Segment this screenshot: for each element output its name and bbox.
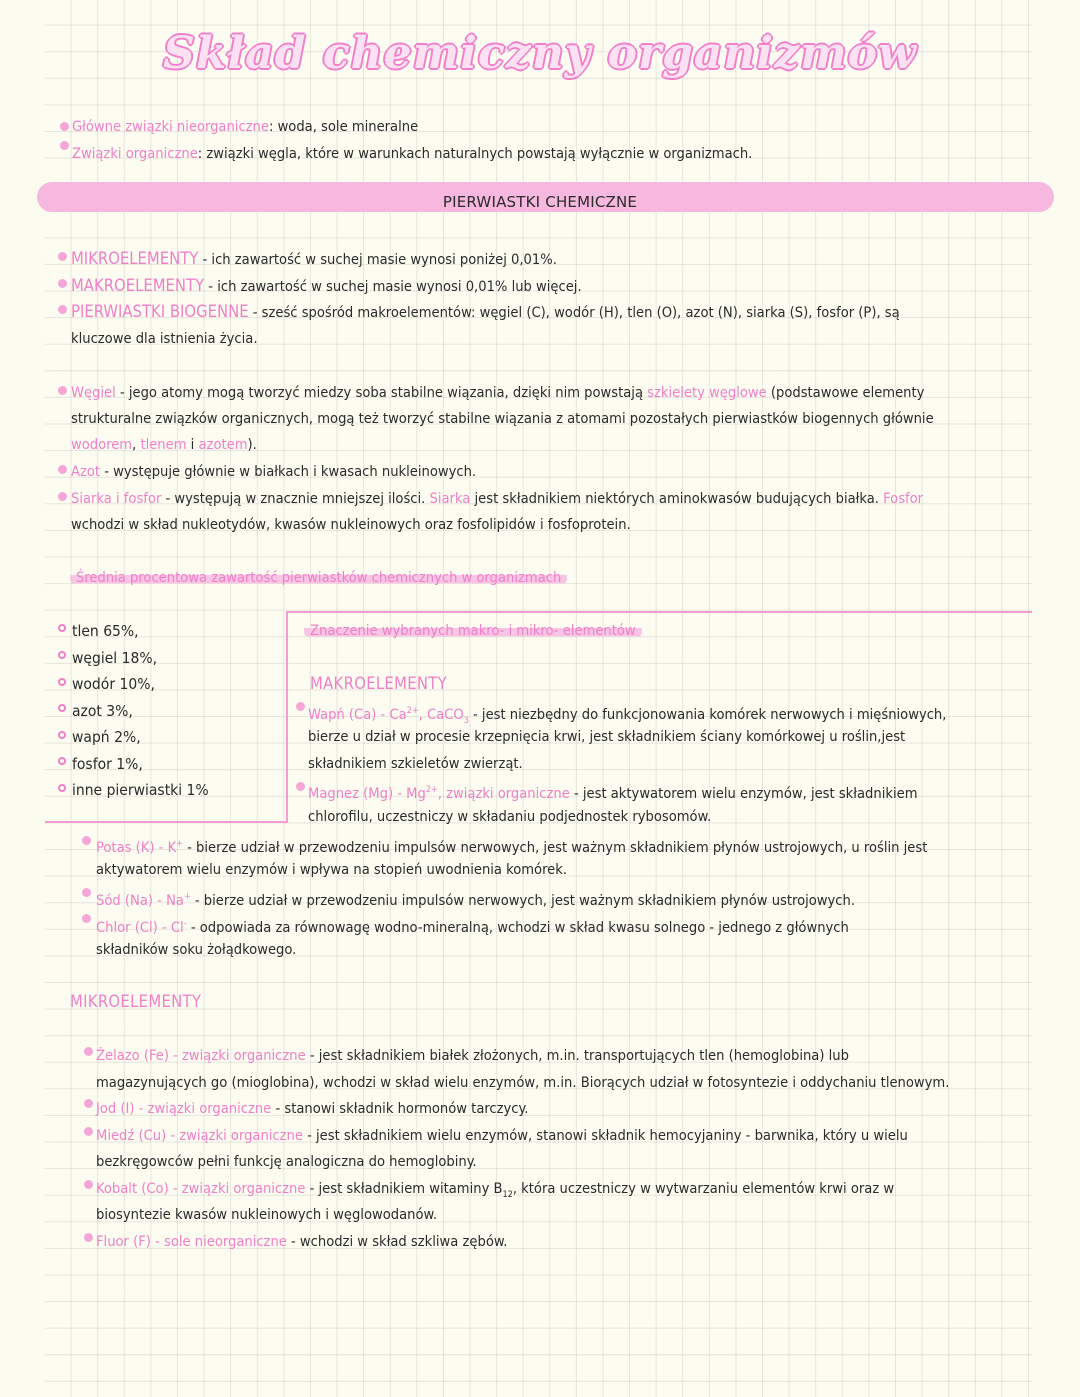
- sodium-line: [96, 884, 855, 914]
- sulfur-text: - występują w znacznie mniejszej ilości.: [161, 490, 430, 507]
- avg-heading: [70, 565, 567, 592]
- iodine-line: [96, 1096, 528, 1123]
- intro-line-1: [72, 114, 418, 141]
- carbon-term: Węgiel: [71, 384, 116, 401]
- carbon-highlight: szkielety węglowe: [647, 384, 767, 401]
- percent-item: wodór 10%,: [72, 675, 155, 693]
- bullet-dot: [84, 1233, 93, 1242]
- sodium-text: - bierze udział w przewodzeniu impulsów nerwowych, jest ważnym składnikiem płynów ustrojowych.: [190, 891, 856, 909]
- importance-heading-text: Znaczenie wybranych makro- i mikro- elementów: [304, 622, 642, 639]
- iron-term: Żelazo (Fe) - związki organiczne: [96, 1047, 306, 1064]
- potassium-text: - bierze udział w przewodzeniu impulsów nerwowych, jest ważnym składnikiem płynów ustrojowych, u roślin jest: [182, 838, 928, 856]
- chlorine-line-2: składników soku żołądkowego.: [96, 941, 297, 958]
- bullet-dot: [60, 141, 69, 150]
- carbon-line-3: [71, 432, 257, 459]
- potassium-ion: K: [167, 838, 177, 856]
- sodium-ion: Na: [166, 891, 184, 909]
- percent-item: inne pierwiastki 1%: [72, 781, 209, 799]
- sulfur-highlight: Siarka: [429, 490, 471, 507]
- bullet-dot: [84, 1099, 93, 1108]
- intro-text-2: : związki węgla, które w warunkach naturalnych powstają wyłącznie w organizmach.: [197, 145, 753, 162]
- ring-bullet: [58, 651, 66, 659]
- bullet-dot: [84, 1180, 93, 1189]
- sodium-ion-charge: +: [183, 892, 191, 902]
- sulfur-line-2: wchodzi w skład nukleotydów, kwasów nukleinowych oraz fosfolipidów i fosfoprotein.: [71, 516, 631, 533]
- macro-heading: MAKROELEMENTY: [310, 674, 448, 693]
- intro-term-2: Związki organiczne: [72, 145, 198, 162]
- definition-biogenic-cont: kluczowe dla istnienia życia.: [71, 330, 258, 347]
- bullet-dot: [82, 836, 91, 845]
- calcium-ion-charge: 2+: [406, 706, 419, 716]
- potassium-term: Potas (K) -: [96, 838, 168, 856]
- carbon-text: (podstawowe elementy: [766, 384, 925, 401]
- percent-item: tlen 65%,: [72, 622, 139, 640]
- bullet-dot: [58, 305, 67, 314]
- iodine-text: - stanowi składnik hormonów tarczycy.: [271, 1100, 529, 1117]
- magnesium-ion-charge: 2+: [425, 785, 438, 795]
- nitrogen-term: Azot: [71, 463, 101, 480]
- intro-text-1: : woda, sole mineralne: [268, 118, 419, 135]
- calcium-ion: Ca: [389, 705, 407, 723]
- percent-item: wapń 2%,: [72, 728, 141, 746]
- copper-line-1: [96, 1123, 908, 1150]
- percent-item: fosfor 1%,: [72, 755, 143, 773]
- banner-title: PIERWIASTKI CHEMICZNE: [442, 193, 638, 211]
- cobalt-vitamin-sub: 12: [502, 1189, 513, 1200]
- bullet-dot: [296, 702, 305, 711]
- ring-bullet: [58, 624, 66, 632]
- magnesium-line-2: chlorofilu, uczestniczy w składaniu podjednostek rybosomów.: [308, 808, 712, 825]
- sodium-term: Sód (Na) -: [96, 891, 167, 909]
- avg-heading-text: Średnia procentowa zawartość pierwiastków chemicznych w organizmach: [70, 569, 567, 586]
- sulfur-line-1: [71, 486, 923, 513]
- bullet-dot: [82, 888, 91, 897]
- box-bottom-line: [45, 821, 288, 823]
- copper-line-2: bezkręgowców pełni funkcję analogiczna do hemoglobiny.: [96, 1153, 477, 1170]
- carbon-text: - jego atomy mogą tworzyć miedzy soba stabilne wiązania, dzięki nim powstają: [115, 384, 648, 401]
- bullet-dot: [58, 252, 67, 261]
- fluorine-term: Fluor (F) - sole nieorganiczne: [96, 1233, 287, 1250]
- magnesium-ion: Mg: [406, 784, 426, 802]
- sulfur-text: jest składnikiem niektórych aminokwasów budujących białka.: [470, 490, 884, 507]
- bullet-dot: [296, 782, 305, 791]
- bullet-dot: [84, 1127, 93, 1136]
- bullet-dot: [60, 122, 69, 131]
- sulfur-term: Siarka i fosfor: [71, 490, 162, 507]
- iron-line-1: [96, 1043, 849, 1070]
- box-top-line: [286, 611, 1032, 613]
- bullet-dot: [58, 386, 67, 395]
- calcium-carbonate: , CaCO: [418, 705, 464, 723]
- iron-line-2: magazynujących go (mioglobina), wchodzi w skład wielu enzymów, m.in. Biorących udział w fotosyntezie i oddychaniu tlenowym.: [96, 1074, 950, 1091]
- fluorine-line: [96, 1229, 507, 1256]
- bullet-dot: [58, 465, 67, 474]
- micro-heading: MIKROELEMENTY: [70, 992, 202, 1011]
- chlorine-ion-charge: -: [183, 919, 187, 929]
- calcium-line-2: bierze u dział w procesie krzepnięcia krwi, jest składnikiem ściany komórkowej u roślin,jest: [308, 728, 906, 745]
- calcium-carbonate-sub: 3: [463, 715, 469, 726]
- chlorine-term: Chlor (Cl) -: [96, 918, 171, 936]
- box-left-line: [286, 611, 288, 821]
- iron-text: - jest składnikiem białek złożonych, m.in. transportujących tlen (hemoglobina) lub: [305, 1047, 849, 1064]
- carbon-nitrogen: azotem: [198, 436, 248, 453]
- definition-term: PIERWIASTKI BIOGENNE: [71, 302, 249, 321]
- ring-bullet: [58, 731, 66, 739]
- nitrogen-text: - występuje głównie w białkach i kwasach nukleinowych.: [100, 463, 477, 480]
- definition-text: - ich zawartość w suchej masie wynosi poniżej 0,01%.: [198, 251, 557, 268]
- intro-line-2: [72, 141, 752, 168]
- magnesium-compounds: , związki organiczne: [437, 784, 570, 802]
- carbon-sep: ).: [247, 436, 257, 453]
- calcium-term: Wapń (Ca) -: [308, 705, 390, 723]
- ring-bullet: [58, 678, 66, 686]
- percent-item: azot 3%,: [72, 702, 133, 720]
- carbon-line-1: [71, 380, 924, 407]
- cobalt-text-rest: , która uczestniczy w wytwarzaniu elementów krwi oraz w: [512, 1180, 895, 1197]
- magnesium-text: - jest aktywatorem wielu enzymów, jest składnikiem: [569, 784, 918, 802]
- percent-item: węgiel 18%,: [72, 649, 158, 667]
- fluorine-text: - wchodzi w skład szkliwa zębów.: [286, 1233, 508, 1250]
- chlorine-text: - odpowiada za równowagę wodno-mineralną, wchodzi w skład kwasu solnego - jednego z głównych: [186, 918, 849, 936]
- ring-bullet: [58, 704, 66, 712]
- definition-biogenic: [71, 299, 900, 327]
- cobalt-term: Kobalt (Co) - związki organiczne: [96, 1180, 306, 1197]
- potassium-line-2: aktywatorem wielu enzymów i wpływa na stopień uwodnienia komórek.: [96, 861, 568, 878]
- iodine-term: Jod (I) - związki organiczne: [96, 1100, 272, 1117]
- cobalt-text: - jest składnikiem witaminy B: [305, 1180, 503, 1197]
- bullet-dot: [84, 1047, 93, 1056]
- page-title: Skład chemiczny organizmów: [163, 28, 917, 79]
- carbon-line-2: strukturalne związków organicznych, mogą też tworzyć stabilne wiązania z atomami pozostałych pierwiastków biogennych głównie: [71, 410, 934, 427]
- copper-text: - jest składnikiem wielu enzymów, stanowi składnik hemocyjaniny - barwnika, który u wielu: [302, 1127, 908, 1144]
- magnesium-term: Magnez (Mg) -: [308, 784, 407, 802]
- calcium-text: - jest niezbędny do funkcjonowania komórek nerwowych i mięśniowych,: [468, 705, 947, 723]
- bullet-dot: [82, 914, 91, 923]
- magnesium-line-1: [308, 777, 918, 807]
- ring-bullet: [58, 757, 66, 765]
- definition-term: MIKROELEMENTY: [71, 249, 199, 268]
- definition-text: - ich zawartość w suchej masie wynosi 0,01% lub więcej.: [204, 278, 582, 295]
- phosphorus-highlight: Fosfor: [883, 490, 924, 507]
- calcium-line-3: składnikiem szkieletów zwierząt.: [308, 755, 523, 772]
- nitrogen-line: [71, 459, 476, 486]
- definition-macro: [71, 273, 582, 301]
- ring-bullet: [58, 784, 66, 792]
- potassium-ion-charge: +: [176, 839, 183, 849]
- cobalt-line-2: biosyntezie kwasów nukleinowych i węglowodanów.: [96, 1206, 438, 1223]
- importance-heading: [304, 618, 642, 645]
- chlorine-ion: Cl: [170, 918, 184, 936]
- carbon-hydrogen: wodorem: [71, 436, 133, 453]
- definition-text: - sześć spośród makroelementów: węgiel (C), wodór (H), tlen (O), azot (N), siarka (S), fosfor (P), są: [248, 304, 900, 321]
- copper-term: Miedź (Cu) - związki organiczne: [96, 1127, 303, 1144]
- carbon-sep: i: [186, 436, 199, 453]
- carbon-sep: ,: [132, 436, 141, 453]
- intro-term-1: Główne związki nieorganiczne: [72, 118, 269, 135]
- carbon-oxygen: tlenem: [140, 436, 187, 453]
- definition-term: MAKROELEMENTY: [71, 276, 205, 295]
- bullet-dot: [58, 279, 67, 288]
- bullet-dot: [58, 492, 67, 501]
- definition-micro: [71, 246, 557, 274]
